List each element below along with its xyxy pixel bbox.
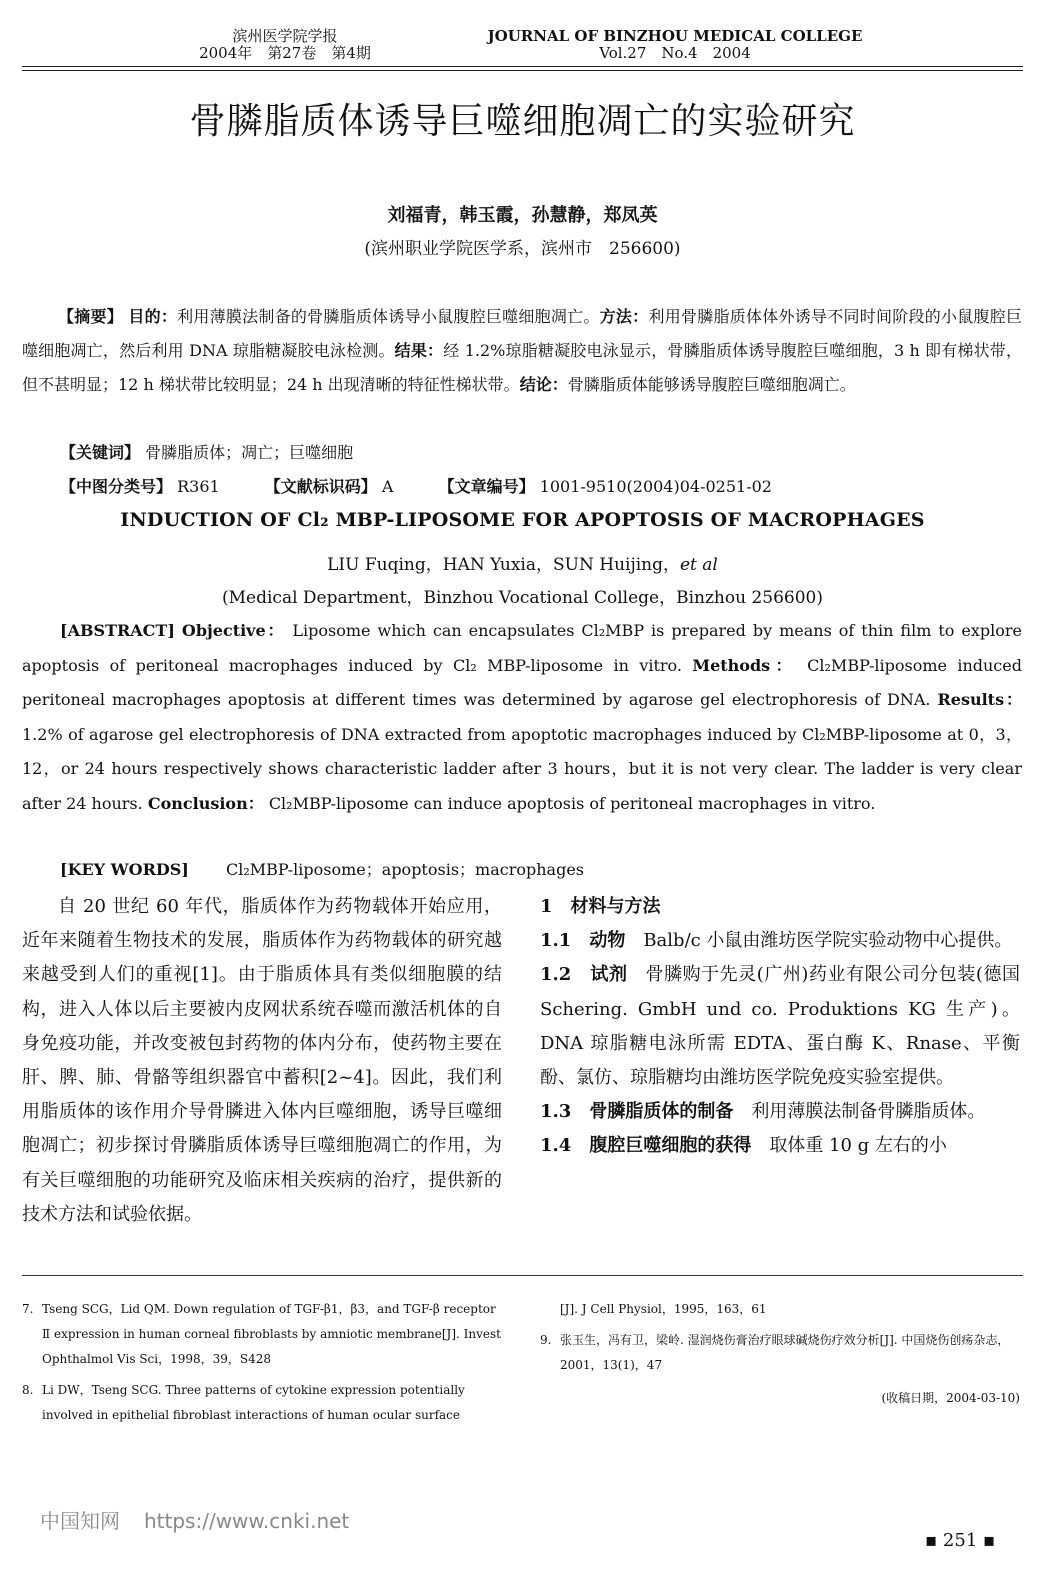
header-rule <box>22 66 1023 67</box>
page-number: ▪ 251 ▪ <box>925 1530 996 1551</box>
clc-label: 【中图分类号】 <box>60 477 173 496</box>
affiliation-cn: (滨州职业学院医学系，滨州市 256600) <box>364 239 681 259</box>
journal-issue-cn: 2004年 第27卷 第4期 <box>199 44 371 62</box>
cnki-logo-text: 中国知网 <box>40 1509 120 1533</box>
conclusion-en-label: Conclusion： <box>147 793 264 813</box>
journal-header-cn <box>175 28 395 62</box>
article-no-value: 1001-9510(2004)04-0251-02 <box>539 477 772 496</box>
journal-name-en: JOURNAL OF BINZHOU MEDICAL COLLEGE <box>487 27 863 45</box>
reference-item: 9. 张玉生，冯有卫，梁岭. 湿润烧伤膏治疗眼球碱烧伤疗效分析[J]. 中国烧伤创疡杂志，2001，13(1)，47 <box>540 1333 1010 1372</box>
section-1-4-text: 取体重 10 g 左右的小 <box>769 1135 947 1157</box>
article-no-label: 【文章编号】 <box>438 477 535 496</box>
abstract-label: 【摘要】 <box>58 307 124 326</box>
reference-item: [J]. J Cell Physiol，1995，163，61 <box>560 1302 767 1316</box>
section-1-2-heading: 1.2 试剂 <box>540 964 628 986</box>
authors-cn: 刘福青，韩玉霞，孙慧静，郑凤英 <box>387 205 658 226</box>
results-en-label: Results： <box>937 690 1022 709</box>
section-1-1-text: Balb/c 小鼠由潍坊医学院实验动物中心提供。 <box>643 930 1013 952</box>
reference-item: 7. Tseng SCG，Lid QM. Down regulation of TGF-β1，β3，and TGF-β receptor Ⅱ expression in human corneal fibroblasts by amniotic membrane[J]. Invest Ophthalmol Vis Sci，1998，39，S428 <box>22 1302 501 1366</box>
conclusion-label: 结论： <box>519 375 568 394</box>
objective-en-label: Objective： <box>181 621 286 640</box>
objective-text: 利用薄膜法制备的骨膦脂质体诱导小鼠腹腔巨噬细胞凋亡。 <box>177 307 600 326</box>
body-left-column <box>22 890 502 1232</box>
journal-name-cn: 滨州医学院学报 <box>232 27 338 45</box>
cnki-watermark <box>40 1505 349 1534</box>
keywords-en-label: [KEY WORDS] <box>60 860 189 879</box>
section-1-4-heading: 1.4 腹腔巨噬细胞的获得 <box>540 1135 752 1157</box>
article-title-en: INDUCTION OF Cl₂ MBP-LIPOSOME FOR APOPTOSIS OF MACROPHAGES <box>120 509 925 531</box>
keywords-en <box>60 857 584 880</box>
section-1-1-heading: 1.1 动物 <box>540 930 626 952</box>
keywords-label: 【关键词】 <box>60 443 141 462</box>
results-label: 结果： <box>394 341 444 360</box>
authors-en-names: LIU Fuqing，HAN Yuxia，SUN Huijing， <box>327 555 680 575</box>
article-title-cn: 骨膦脂质体诱导巨噬细胞凋亡的实验研究 <box>189 101 856 142</box>
references-left <box>22 1297 502 1428</box>
section-1-4 <box>540 1129 1020 1163</box>
methods-en-text: Cl₂MBP-liposome induced peritoneal macrophages apoptosis at different times was determined by agarose gel electrophoresis of DNA. <box>22 655 1022 709</box>
methods-en-label: Methods： <box>692 655 797 675</box>
abstract-en-label: [ABSTRACT] <box>60 621 175 640</box>
section-1-2 <box>540 958 1020 1095</box>
section-1-3-heading: 1.3 骨膦脂质体的制备 <box>540 1101 734 1123</box>
intro-paragraph: 自 20 世纪 60 年代，脂质体作为药物载体开始应用，近年来随着生物技术的发展，脂质体作为药物载体的研究越来越受到人们的重视[1]。由于脂质体具有类似细胞膜的结构，进入人体以后主要被内皮网状系统吞噬而激活机体的自身免疫功能，并改变被包封药物的体内分布，使药物主要在肝、脾、肺、骨骼等组织器官中蓄积[2~4]。因此，我们利用脂质体的该作用介导骨膦进入体内巨噬细胞，诱导巨噬细胞凋亡；初步探讨骨膦脂质体诱导巨噬细胞凋亡的作用，为有关巨噬细胞的功能研究及临床相关疾病的治疗，提供新的技术方法和试验依据。 <box>22 896 502 1225</box>
objective-en-text: Liposome which can encapsulates Cl₂MBP is prepared by means of thin film to explore apoptosis of peritoneal macrophages induced by Cl₂ MBP-liposome in vitro. <box>22 621 1022 675</box>
body-right-column <box>540 890 1020 1164</box>
doc-code-value: A <box>381 477 394 496</box>
section-1-3 <box>540 1095 1020 1129</box>
footnote-rule <box>22 1275 1023 1276</box>
doc-code-label: 【文献标识码】 <box>264 477 377 496</box>
objective-label: 目的： <box>128 307 178 326</box>
method-text: 利用骨膦脂质体体外诱导不同时间阶段的小鼠腹腔巨噬细胞凋亡，然后利用 DNA 琼脂糖凝胶电泳检测。 <box>22 307 1022 360</box>
section-1-3-text: 利用薄膜法制备骨膦脂质体。 <box>751 1101 986 1123</box>
conclusion-en-text: Cl₂MBP-liposome can induce apoptosis of peritoneal macrophages in vitro. <box>268 793 876 813</box>
journal-header-en <box>470 28 880 62</box>
journal-issue-en: Vol.27 No.4 2004 <box>599 44 751 62</box>
keywords-text: 骨膦脂质体；凋亡；巨噬细胞 <box>145 443 354 462</box>
header-rule-thin <box>22 70 1023 71</box>
section-heading: 1 材料与方法 <box>540 896 661 917</box>
section-1-1 <box>540 924 1020 958</box>
reference-item: 8. Li DW，Tseng SCG. Three patterns of cytokine expression potentially involved in epithelial fibroblast interactions of human ocular surface <box>22 1383 465 1422</box>
affiliation-en: (Medical Department，Binzhou Vocational College，Binzhou 256600) <box>222 588 823 608</box>
abstract-en <box>22 614 1022 821</box>
conclusion-text: 骨膦脂质体能够诱导腹腔巨噬细胞凋亡。 <box>567 375 856 394</box>
clc-value: R361 <box>177 477 220 496</box>
results-text: 经 1.2%琼脂糖凝胶电泳显示，骨膦脂质体诱导腹腔巨噬细胞，3 h 即有梯状带，但不甚明显；12 h 梯状带比较明显；24 h 出现清晰的特征性梯状带。 <box>22 341 1022 394</box>
cnki-url: https://www.cnki.net <box>144 1509 350 1533</box>
results-en-text: 1.2% of agarose gel electrophoresis of DNA extracted from apoptotic macrophages induced by Cl₂MBP-liposome at 0，3，12，or 24 hours respectively shows characteristic ladder after 3 hours，but it is not very clear. The ladder is very clear after 24 hours. <box>22 724 1022 813</box>
abstract-cn <box>22 300 1022 402</box>
keywords-cn <box>60 440 353 463</box>
method-label: 方法： <box>599 307 649 326</box>
classification-row <box>60 474 772 497</box>
authors-en-etal: et al <box>680 555 718 575</box>
authors-en <box>0 550 1045 575</box>
references-right <box>540 1297 1020 1411</box>
section-1-2-text: 骨膦购于先灵(广州)药业有限公司分包装(德国 Schering. GmbH und co. Produktions KG 生产)。DNA 琼脂糖电泳所需 EDTA、蛋白酶 K、Rnase、平衡酚、氯仿、琼脂糖均由潍坊医学院免疫实验室提供。 <box>540 964 1020 1089</box>
keywords-en-text: Cl₂MBP-liposome；apoptosis；macrophages <box>225 860 584 879</box>
received-date: (收稿日期，2004-03-10) <box>881 1391 1020 1405</box>
